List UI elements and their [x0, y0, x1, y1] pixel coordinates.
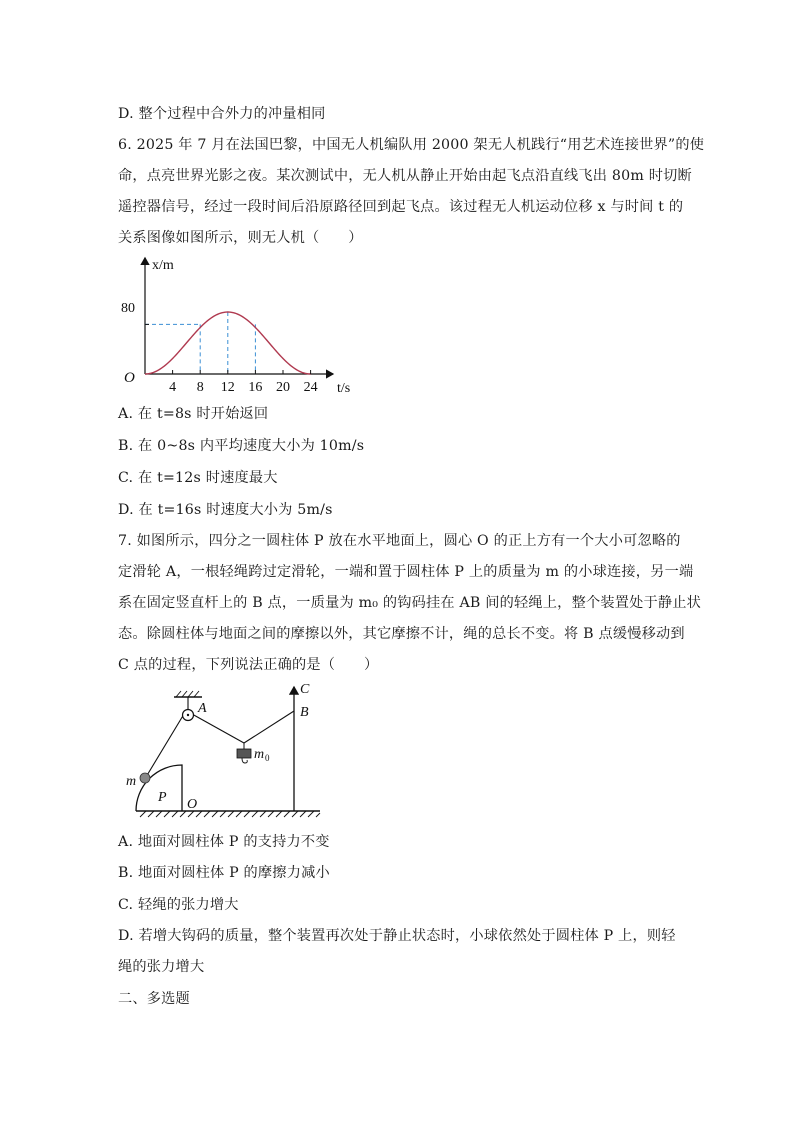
- q6-option-b: B. 在 0~8s 内平均速度大小为 10m/s: [118, 438, 365, 454]
- label-a: A: [198, 701, 207, 716]
- q7-stem-line-2: 定滑轮 A，一根轻绳跨过定滑轮，一端和置于圆柱体 P 上的质量为 m 的小球连接，另一端: [118, 564, 694, 580]
- label-m0: m: [254, 747, 265, 762]
- hook-weight-m0: [237, 749, 251, 758]
- q7-option-c: C. 轻绳的张力增大: [118, 897, 239, 913]
- ceiling-hatch: [176, 691, 199, 697]
- x-tick-label: 16: [248, 380, 263, 395]
- section-two-heading: 二、多选题: [118, 991, 190, 1007]
- rope-pulley-to-hook: [192, 714, 244, 743]
- pulley-diagram: [118, 678, 328, 823]
- q6-stem-line-4: 关系图像如图所示，则无人机（ ）: [118, 230, 363, 246]
- q6-stem-line-3: 遥控器信号，经过一段时间后沿原路径回到起飞点。该过程无人机运动位移 x 与时间 t 的: [118, 199, 684, 215]
- y-tick-label: 80: [121, 301, 135, 316]
- x-axis-label: t/s: [337, 381, 351, 396]
- pulley-axle: [187, 714, 189, 716]
- label-o: O: [187, 797, 198, 812]
- q6-option-a: A. 在 t=8s 时开始返回: [118, 406, 269, 422]
- q7-option-d-line-2: 绳的张力增大: [118, 959, 205, 975]
- x-tick-label: 24: [303, 380, 318, 395]
- q7-stem-line-4: 态。除圆柱体与地面之间的摩擦以外，其它摩擦不计，绳的总长不变。将 B 点缓慢移动到: [118, 626, 685, 642]
- ground-hatch: [140, 811, 320, 817]
- x-tick-label: 12: [220, 380, 235, 395]
- q7-stem-line-3: 系在固定竖直杆上的 B 点，一质量为 m₀ 的钩码挂在 AB 间的轻绳上，整个装置处于静止状: [118, 595, 702, 611]
- q7-stem-line-5: C 点的过程，下列说法正确的是（ ）: [118, 657, 379, 673]
- label-m0-subscript: 0: [265, 753, 270, 763]
- origin-label: O: [124, 370, 135, 386]
- x-tick-label: 4: [169, 380, 177, 395]
- q7-option-d-line-1: D. 若增大钩码的质量，整个装置再次处于静止状态时，小球依然处于圆柱体 P 上，则轻: [118, 928, 676, 944]
- q7-option-a: A. 地面对圆柱体 P 的支持力不变: [118, 834, 330, 850]
- hook-icon: [242, 758, 247, 763]
- q6-stem-line-1: 6. 2025 年 7 月在法国巴黎，中国无人机编队用 2000 架无人机践行“用艺术连接世界”的使: [118, 137, 705, 153]
- xt-graph: [118, 250, 368, 398]
- q6-stem-line-2: 命，点亮世界光影之夜。某次测试中，无人机从静止开始由起飞点沿直线飞出 80m 时切断: [118, 168, 692, 184]
- label-m: m: [126, 774, 137, 789]
- rope-hook-to-b: [244, 711, 294, 743]
- label-c: C: [300, 682, 310, 697]
- x-tick-label: 20: [276, 380, 290, 395]
- y-axis-label: x/m: [152, 258, 174, 273]
- q6-option-d: D. 在 t=16s 时速度大小为 5m/s: [118, 502, 333, 518]
- label-p: P: [158, 790, 167, 805]
- q6-option-c: C. 在 t=12s 时速度最大: [118, 470, 278, 486]
- label-b: B: [300, 705, 309, 720]
- ball-m: [140, 773, 150, 783]
- q7-stem-line-1: 7. 如图所示，四分之一圆柱体 P 放在水平地面上，圆心 O 的正上方有一个大小可忽略的: [118, 533, 681, 549]
- x-tick-label: 8: [196, 380, 204, 395]
- q7-option-b: B. 地面对圆柱体 P 的摩擦力减小: [118, 865, 330, 881]
- q5-option-d: D. 整个过程中合外力的冲量相同: [118, 106, 326, 122]
